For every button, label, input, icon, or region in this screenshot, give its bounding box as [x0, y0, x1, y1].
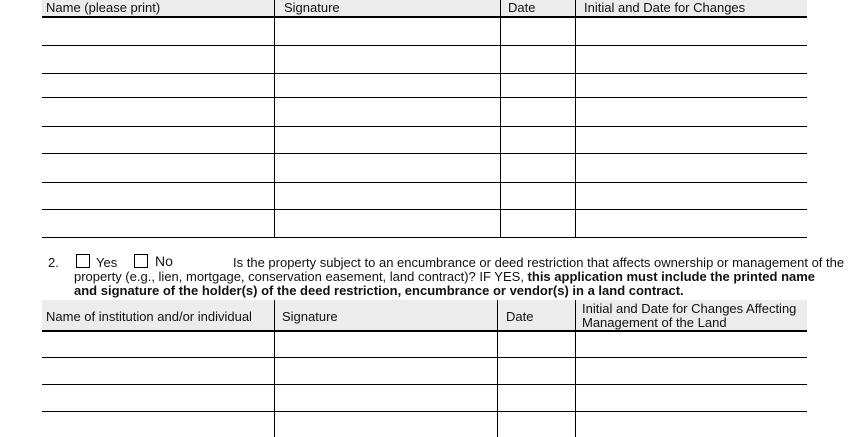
question-text-continued	[74, 269, 815, 284]
name-field[interactable]	[42, 412, 274, 437]
name-field[interactable]	[42, 18, 274, 45]
name-field[interactable]	[42, 154, 274, 182]
table-header	[42, 0, 807, 18]
initial-date-field[interactable]	[576, 412, 807, 437]
row-divider	[42, 237, 807, 238]
initial-date-field[interactable]	[576, 154, 807, 182]
date-field[interactable]	[501, 127, 575, 153]
name-field[interactable]	[42, 46, 274, 73]
date-field[interactable]	[498, 412, 575, 437]
question-text: Is the property subject to an encumbrance or deed restriction that affects ownership or management of the	[233, 255, 845, 270]
signature-field[interactable]	[275, 98, 500, 126]
date-field[interactable]	[501, 18, 575, 45]
initial-date-field[interactable]	[576, 18, 807, 45]
holders-table	[42, 300, 807, 437]
yes-checkbox[interactable]	[76, 254, 90, 268]
initial-date-field[interactable]	[576, 358, 807, 384]
signature-field[interactable]	[275, 74, 500, 97]
no-label: No	[155, 253, 173, 269]
column-header-signature: Signature	[282, 309, 338, 324]
date-field[interactable]	[498, 332, 575, 357]
column-header-initial-line2: Management of the Land	[582, 315, 727, 330]
initial-date-field[interactable]	[576, 210, 807, 237]
column-header-signature: Signature	[284, 0, 340, 15]
column-header-initial-line1: Initial and Date for Changes Affecting	[582, 301, 797, 316]
date-field[interactable]	[501, 183, 575, 209]
column-header-name: Name of institution and/or individual	[46, 309, 252, 324]
column-header-date: Date	[506, 309, 534, 324]
date-field[interactable]	[501, 46, 575, 73]
signature-field[interactable]	[275, 385, 497, 411]
date-field[interactable]	[498, 358, 575, 384]
column-header-name: Name (please print)	[46, 0, 161, 15]
initial-date-field[interactable]	[576, 46, 807, 73]
signature-field[interactable]	[275, 183, 500, 209]
name-field[interactable]	[42, 358, 274, 384]
name-field[interactable]	[42, 98, 274, 126]
signature-field[interactable]	[275, 332, 497, 357]
yes-label: Yes	[96, 255, 118, 270]
initial-date-field[interactable]	[576, 183, 807, 209]
signature-field[interactable]	[275, 46, 500, 73]
question-text-emphasis: this application must include the printed name	[527, 269, 816, 284]
table-header	[42, 300, 807, 332]
date-field[interactable]	[501, 154, 575, 182]
name-field[interactable]	[42, 385, 274, 411]
date-field[interactable]	[498, 385, 575, 411]
question-number: 2.	[48, 255, 59, 270]
column-header-date: Date	[508, 0, 536, 15]
initial-date-field[interactable]	[576, 98, 807, 126]
date-field[interactable]	[501, 210, 575, 237]
initial-date-field[interactable]	[576, 127, 807, 153]
signature-field[interactable]	[275, 154, 500, 182]
signatures-table	[42, 0, 807, 238]
signature-field[interactable]	[275, 127, 500, 153]
column-header-initial: Initial and Date for Changes	[584, 0, 746, 15]
date-field[interactable]	[501, 98, 575, 126]
name-field[interactable]	[42, 210, 274, 237]
question-text-plain: property (e.g., lien, mortgage, conservation easement, land contract)? IF YES,	[74, 269, 528, 284]
signature-field[interactable]	[275, 412, 497, 437]
no-checkbox[interactable]	[134, 254, 148, 268]
initial-date-field[interactable]	[576, 385, 807, 411]
signature-field[interactable]	[275, 18, 500, 45]
question-text-emphasis: and signature of the holder(s) of the deed restriction, encumbrance or vendor(s) in a land contract.	[74, 283, 684, 298]
name-field[interactable]	[42, 74, 274, 97]
name-field[interactable]	[42, 127, 274, 153]
name-field[interactable]	[42, 332, 274, 357]
initial-date-field[interactable]	[576, 74, 807, 97]
name-field[interactable]	[42, 183, 274, 209]
signature-field[interactable]	[275, 358, 497, 384]
initial-date-field[interactable]	[576, 332, 807, 357]
date-field[interactable]	[501, 74, 575, 97]
signature-field[interactable]	[275, 210, 500, 237]
